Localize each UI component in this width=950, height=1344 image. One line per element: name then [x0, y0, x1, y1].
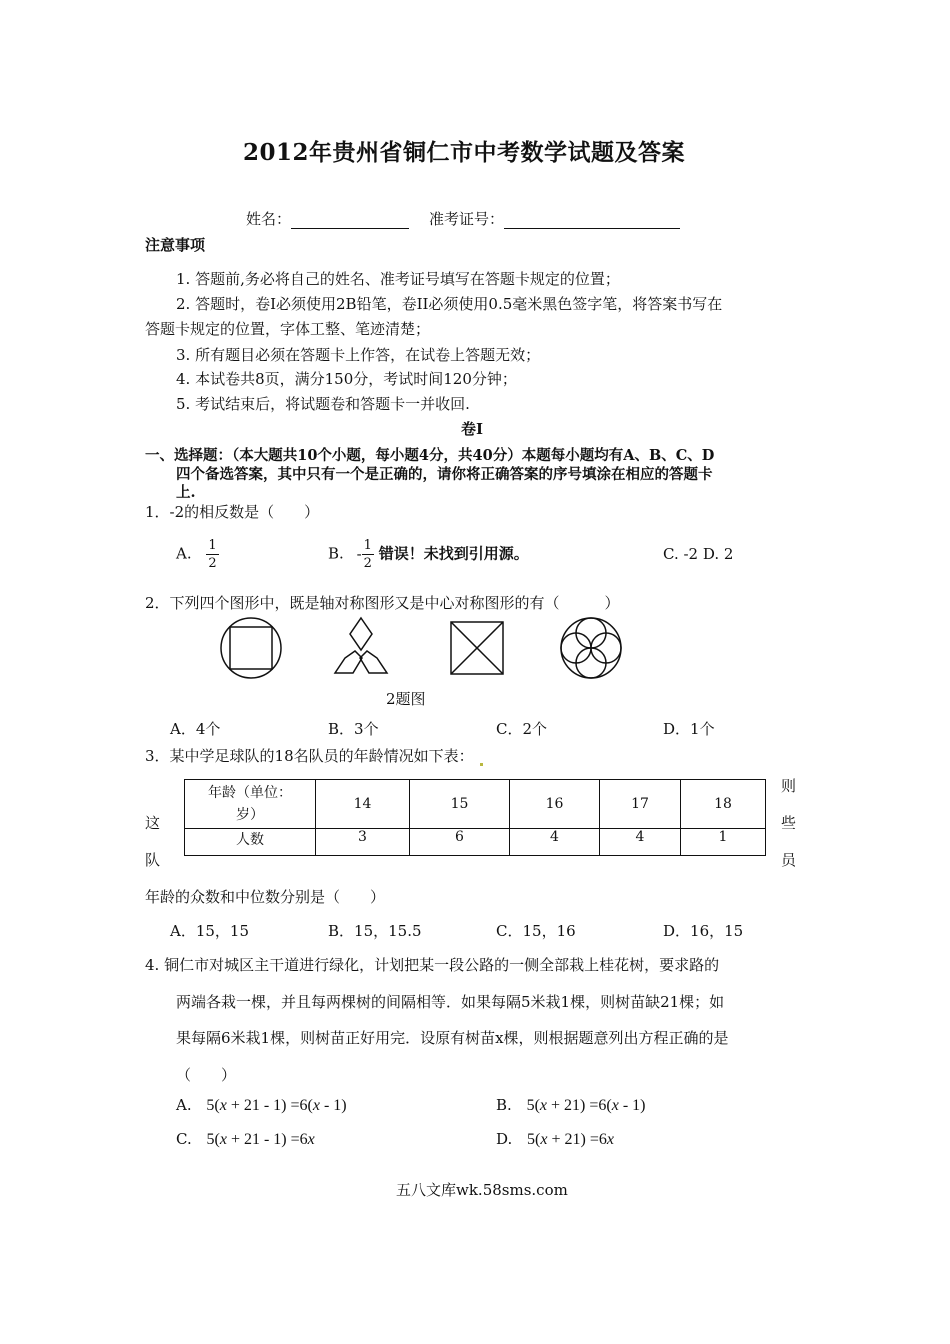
table-cell: 1 — [681, 829, 766, 856]
table-cell: 4 — [600, 829, 681, 856]
q2-caption: 2题图 — [386, 690, 426, 708]
q3-side-char: 员 — [781, 851, 797, 869]
q3-option: C．15，16 — [496, 922, 576, 940]
q4-option-a: A. 5(x + 21 - 1) =6(x - 1) — [176, 1096, 347, 1114]
q2-option: D．1个 — [663, 720, 715, 738]
table-cell: 3 — [316, 829, 410, 856]
q1-options-cd: C. -2 D. 2 — [663, 545, 734, 563]
notice-item: 4. 本试卷共8页，满分150分，考试时间120分钟； — [176, 370, 517, 388]
candidate-name-field — [246, 208, 409, 229]
name-blank — [291, 212, 409, 229]
notice-heading: 注意事项 — [145, 236, 206, 254]
table-row — [185, 780, 766, 829]
circle-square-figure — [221, 618, 281, 678]
table-row — [185, 829, 766, 856]
q1-option-b: B. - $\frac{1}{2}$ 错误！未找到引用源。 — [328, 538, 529, 571]
table-header-cell: 人数 — [185, 829, 316, 856]
q3-question: 年龄的众数和中位数分别是（ ） — [145, 888, 386, 906]
table-cell: 17 — [600, 780, 681, 829]
table-cell: 14 — [316, 780, 410, 829]
q2-stem: 2．下列四个图形中，既是轴对称图形又是中心对称图形的有（ ） — [145, 594, 620, 612]
q1-stem: 1．-2的相反数是（ ） — [145, 503, 320, 521]
q1-option-a: A. $\frac{1}{2}$ — [176, 538, 217, 571]
flower-circle-figure — [561, 618, 621, 678]
fraction: $\frac{1}{2}$ — [363, 538, 372, 571]
age-table — [184, 779, 766, 856]
name-label: 姓名： — [246, 210, 292, 228]
q4-option-d: D. 5(x + 21) =6x — [496, 1130, 614, 1148]
q3-side-char: 这 — [145, 814, 161, 832]
q3-side-char: 则 — [781, 777, 797, 795]
q2-option: C．2个 — [496, 720, 548, 738]
square-diagonals-figure — [451, 622, 503, 674]
page-title: 2012年贵州省铜仁市中考数学试题及答案 — [243, 139, 686, 166]
q3-side-char: 队 — [145, 851, 161, 869]
q4-stem: 两端各栽一棵，并且每两棵树的间隔相等．如果每隔5米栽1棵，则树苗缺21棵；如 — [176, 993, 725, 1011]
id-label: 准考证号： — [429, 210, 505, 228]
q4-option-c: C. 5(x + 21 - 1) =6x — [176, 1130, 315, 1148]
q4-stem: 果每隔6米栽1棵，则树苗正好用完．设原有树苗x棵，则根据题意列出方程正确的是 — [176, 1029, 729, 1047]
notice-item: 答题卡规定的位置，字体工整、笔迹清楚； — [145, 320, 431, 338]
table-cell: 18 — [681, 780, 766, 829]
three-diamond-figure — [335, 618, 387, 673]
q3-option: D．16，15 — [663, 922, 744, 940]
q4-answer-paren: （ ） — [176, 1066, 237, 1084]
section-heading: 一、选择题：（本大题共10个小题，每小题4分，共40分）本题每小题均有A、B、C、D — [145, 447, 715, 464]
q3-side-char: 些 — [781, 814, 797, 832]
section-heading: 上. — [176, 484, 196, 501]
table-cell: 6 — [410, 829, 510, 856]
candidate-id-field — [429, 208, 680, 229]
q4-stem: 4. 铜仁市对城区主干道进行绿化，计划把某一段公路的一侧全部栽上桂花树，要求路的 — [145, 956, 720, 974]
q3-option: A．15，15 — [170, 922, 250, 940]
notice-item: 5. 考试结束后，将试题卷和答题卡一并收回. — [176, 395, 470, 413]
table-cell: 16 — [510, 780, 600, 829]
footer-watermark: 五八文库wk.58sms.com — [396, 1181, 568, 1199]
section-heading: 四个备选答案，其中只有一个是正确的，请你将正确答案的序号填涂在相应的答题卡 — [176, 466, 713, 483]
table-header-cell: 年龄（单位： 岁） — [185, 780, 316, 829]
q3-stem: 3．某中学足球队的18名队员的年龄情况如下表： — [145, 745, 483, 766]
fraction: $\frac{1}{2}$ — [208, 538, 217, 571]
id-blank — [504, 212, 680, 229]
table-cell: 4 — [510, 829, 600, 856]
q2-figures — [215, 615, 630, 680]
q4-option-b: B. 5(x + 21) =6(x - 1) — [496, 1096, 646, 1114]
reference-error: 错误！未找到引用源。 — [378, 544, 529, 563]
volume-label: 卷I — [461, 420, 484, 438]
notice-item: 2. 答题时，卷I必须使用2B铅笔，卷II必须使用0.5毫米黑色签字笔，将答案书写在 — [176, 295, 723, 313]
notice-item: 3. 所有题目必须在答题卡上作答，在试卷上答题无效； — [176, 346, 541, 364]
q3-option: B．15，15.5 — [328, 922, 422, 940]
q2-option: A．4个 — [170, 720, 221, 738]
q2-option: B．3个 — [328, 720, 379, 738]
table-cell: 15 — [410, 780, 510, 829]
notice-item: 1. 答题前,务必将自己的姓名、准考证号填写在答题卡规定的位置； — [176, 270, 620, 288]
